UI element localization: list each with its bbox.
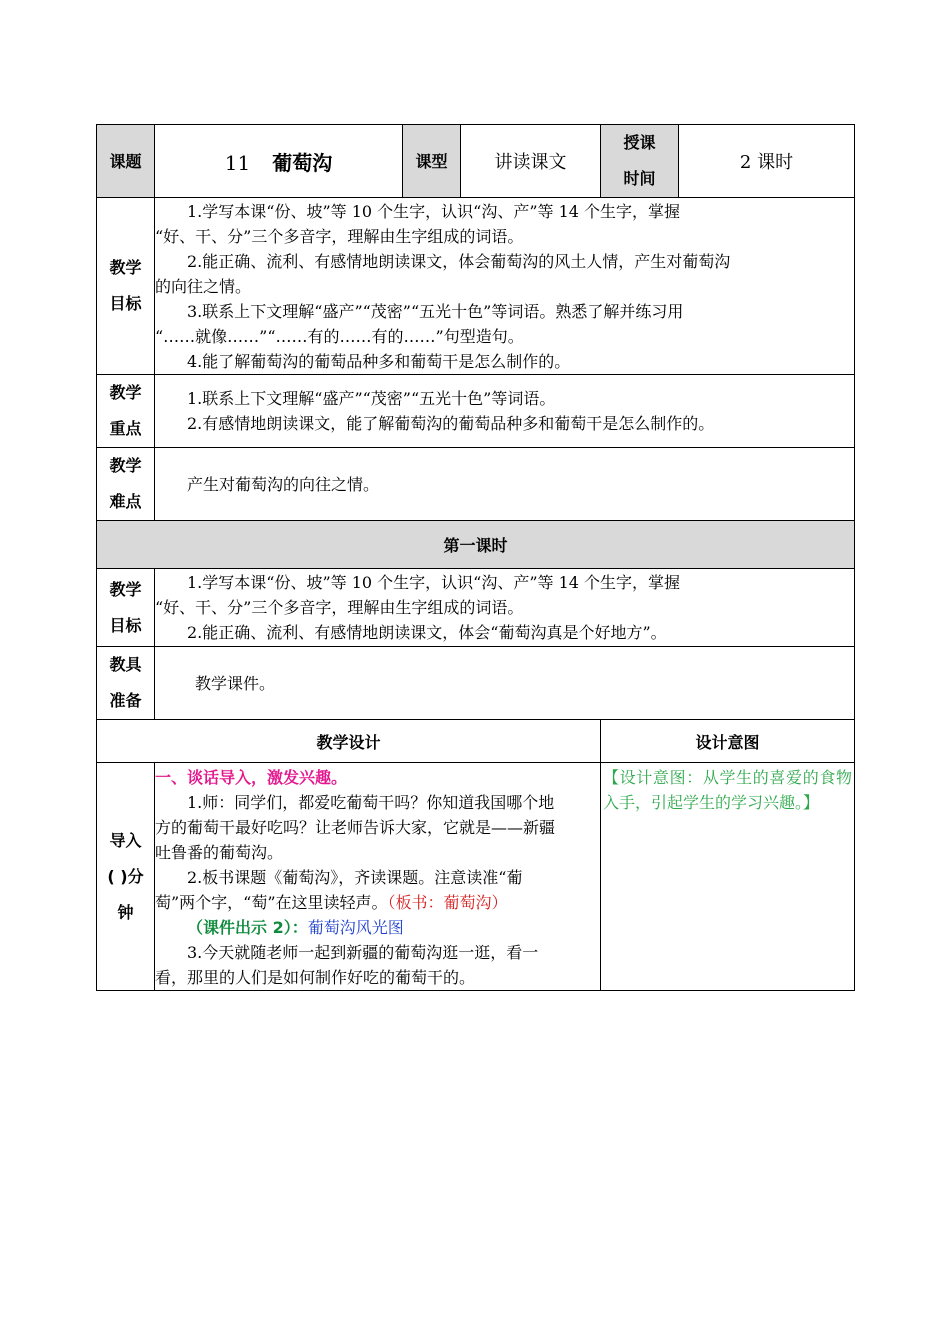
first-lesson-goal-line-1: 1.学写本课“份、坡”等 10 个生字，认识“沟、产”等 14 个生字，掌握	[187, 573, 681, 592]
prep-label	[97, 647, 155, 720]
intro-label-line-2: ( )分	[107, 866, 144, 886]
design-intent: 【设计意图：从学生的喜爱的食物入手，引起学生的学习兴趣。】	[601, 763, 855, 991]
time-label-line-1: 授课	[623, 133, 656, 152]
prep-label-line-2: 准备	[109, 691, 142, 710]
first-lesson-heading: 第一课时	[97, 521, 855, 569]
key-points-content	[155, 375, 855, 448]
goals-label-line-2: 目标	[109, 294, 142, 313]
difficulty-content	[155, 448, 855, 521]
intro-label	[97, 763, 155, 991]
design-header-row	[97, 720, 855, 763]
goals-line-6: “……就像……”“……有的……有的……”句型造句。	[155, 326, 524, 346]
courseware-line	[155, 915, 600, 940]
first-lesson-goal-line-3: 2.能正确、流利、有感情地朗读课文，体会“葡萄沟真是个好地方”。	[187, 623, 667, 642]
intro-step1-line1: 1.师：同学们，都爱吃葡萄干吗？你知道我国哪个地	[187, 793, 555, 812]
goals-content	[155, 198, 855, 375]
goals-line-5: 3.联系上下文理解“盛产”“茂密”“五光十色”等词语。熟悉了解并练习用	[187, 301, 684, 321]
key-points-row	[97, 375, 855, 448]
intro-step1-line2: 方的葡萄干最好吃吗？让老师告诉大家，它就是——新疆	[155, 818, 556, 837]
intro-step2-line2	[155, 890, 600, 915]
time-label-line-2: 时间	[623, 169, 656, 188]
difficulty-label	[97, 448, 155, 521]
intro-step-title: 一、谈话导入，激发兴趣。	[155, 768, 348, 787]
difficulty-label-line-1: 教学	[109, 456, 142, 475]
intro-step3-line2: 看，那里的人们是如何制作好吃的葡萄干的。	[155, 968, 476, 987]
key-points-label-line-1: 教学	[109, 383, 142, 402]
courseware-text: 葡萄沟风光图	[307, 918, 404, 937]
key-points-label-line-2: 重点	[109, 419, 142, 438]
intro-label-line-3: 钟	[117, 902, 134, 922]
courseware-label: （课件出示 2）：	[187, 918, 308, 937]
difficulty-label-line-2: 难点	[109, 492, 142, 511]
lesson-title: 葡萄沟	[272, 150, 333, 175]
intro-row	[97, 763, 855, 991]
goals-row	[97, 198, 855, 375]
first-lesson-goals-label-line-2: 目标	[109, 615, 142, 635]
difficulty-row	[97, 448, 855, 521]
intro-step1-line3: 吐鲁番的葡萄沟。	[155, 843, 284, 862]
key-points-label	[97, 375, 155, 448]
intro-step2-line1: 2.板书课题《葡萄沟》，齐读课题。注意读准“葡	[187, 868, 523, 887]
prep-label-line-1: 教具	[109, 655, 142, 674]
type-label: 课型	[403, 125, 461, 198]
design-column-header: 教学设计	[97, 720, 601, 763]
topic-label: 课题	[97, 125, 155, 198]
first-lesson-goals-label	[97, 569, 155, 647]
intro-label-line-1: 导入	[109, 830, 142, 850]
intro-step2-text: 萄”两个字，“萄”在这里读轻声。	[155, 893, 388, 912]
goals-line-1: 1.学写本课“份、坡”等 10 个生字，认识“沟、产”等 14 个生字，掌握	[187, 201, 681, 221]
first-lesson-heading-row	[97, 521, 855, 569]
type-value: 讲读课文	[461, 125, 601, 198]
intro-step3-line1: 3.今天就随老师一起到新疆的葡萄沟逛一逛，看一	[187, 943, 539, 962]
intent-column-header: 设计意图	[601, 720, 855, 763]
prep-row	[97, 647, 855, 720]
lesson-plan-table	[96, 124, 855, 991]
header-row	[97, 125, 855, 198]
first-lesson-goals-label-line-1: 教学	[109, 579, 142, 599]
goals-line-3: 2.能正确、流利、有感情地朗读课文，体会葡萄沟的风土人情，产生对葡萄沟	[187, 251, 731, 271]
board-note: （板书：葡萄沟）	[387, 893, 508, 912]
goals-line-7: 4.能了解葡萄沟的葡萄品种多和葡萄干是怎么制作的。	[187, 351, 571, 371]
goals-line-4: 的向往之情。	[155, 276, 252, 296]
first-lesson-goals-row	[97, 569, 855, 647]
goals-line-2: “好、干、分”三个多音字，理解由生字组成的词语。	[155, 226, 524, 246]
hours-value: 2 课时	[679, 125, 855, 198]
lesson-title-cell	[155, 125, 403, 198]
intro-content	[155, 763, 601, 991]
prep-content	[155, 647, 855, 720]
key-point-1: 1.联系上下文理解“盛产”“茂密”“五光十色”等词语。	[187, 389, 556, 408]
goals-label	[97, 198, 155, 375]
lesson-number: 11	[224, 150, 251, 175]
first-lesson-goals-content	[155, 569, 855, 647]
time-label	[601, 125, 679, 198]
difficulty-text: 产生对葡萄沟的向往之情。	[187, 474, 380, 494]
key-point-2: 2.有感情地朗读课文，能了解葡萄沟的葡萄品种多和葡萄干是怎么制作的。	[187, 414, 715, 433]
goals-label-line-1: 教学	[109, 258, 142, 277]
first-lesson-goal-line-2: “好、干、分”三个多音字，理解由生字组成的词语。	[155, 598, 524, 617]
prep-text: 教学课件。	[195, 673, 276, 693]
